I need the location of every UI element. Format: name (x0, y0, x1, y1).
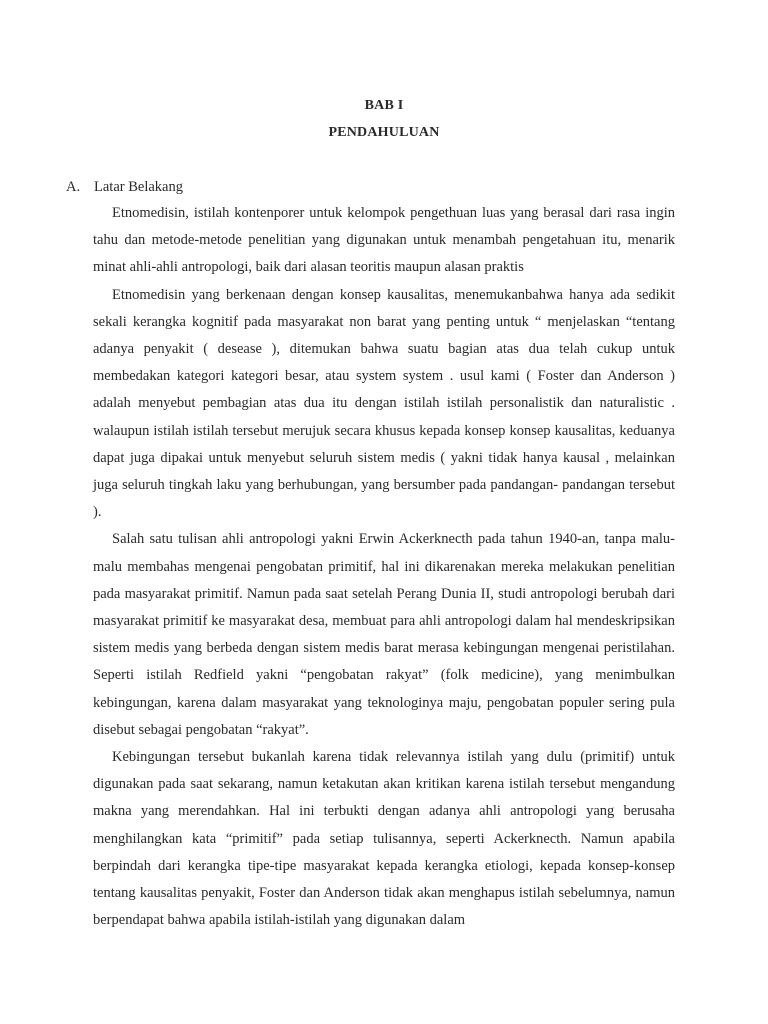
paragraph: Kebingungan tersebut bukanlah karena tidak relevannya istilah yang dulu (primitif) untuk digunakan pada saat sekarang, namun ketakutan akan kritikan karena istilah tersebut mengandung makna yang merendahkan. Hal ini terbukti dengan adanya ahli antropologi yang berusaha menghilangkan kata “primitif” pada setiap tulisannya, seperti Ackerknecth. Namun apabila berpindah dari kerangka tipe-tipe masyarakat kepada kerangka etiologi, kepada konsep-konsep tentang kausalitas penyakit, Foster dan Anderson tidak akan menghapus istilah sebelumnya, namun berpendapat bahwa apabila istilah-istilah yang digunakan dalam (93, 749, 675, 929)
chapter-number: BAB I (364, 98, 404, 113)
paragraph: Etnomedisin yang berkenaan dengan konsep kausalitas, menemukanbahwa hanya ada sedikit sekali kerangka kognitif pada masyarakat non barat yang penting untuk “ menjelaskan “tentang adanya penyakit ( desease ), ditemukan bahwa suatu bagian atas dua telah cukup untuk membedakan kategori kategori besar, atau system system . usul kami ( Foster dan Anderson ) adalah menyebut pembagian atas dua itu dengan istilah istilah personalistik dan naturalistic . walaupun istilah istilah tersebut merujuk secara khusus kepada konsep konsep kausalitas, keduanya dapat juga dipakai untuk menyebut seluruh sistem medis ( yakni tidak hanya kausal , melainkan juga seluruh tingkah laku yang berhubungan, yang bersumber pada pandangan- pandangan tersebut ). (93, 286, 675, 521)
paragraph: Etnomedisin, istilah kontenporer untuk kelompok pengethuan luas yang berasal dari rasa ingin tahu dan metode-metode penelitian yang digunakan untuk menambah pengetahuan itu, menarik minat ahli-ahli antropologi, baik dari alasan teoritis maupun alasan praktis (93, 205, 675, 276)
section-letter: A. (66, 179, 81, 195)
section-heading (66, 179, 183, 196)
section-title: Latar Belakang (94, 179, 183, 195)
paragraph: Salah satu tulisan ahli antropologi yakni Erwin Ackerknecth pada tahun 1940-an, tanpa malu-malu membahas mengenai pengobatan primitif, hal ini dikarenakan mereka melakukan penelitian pada masyarakat primitif. Namun pada saat setelah Perang Dunia II, studi antropologi berubah dari masyarakat primitif ke masyarakat desa, membuat para ahli antropologi dalam hal mendeskripsikan sistem medis yang berbeda dengan sistem medis barat merasa kebingungan mengenai peristilahan. Seperti istilah Redfield yakni “pengobatan rakyat” (folk medicine), yang menimbulkan kebingungan, karena dalam masyarakat yang teknologinya maju, pengobatan populer sering pula disebut sebagai pengobatan “rakyat”. (93, 531, 675, 738)
chapter-title: PENDAHULUAN (328, 125, 440, 140)
body-text (93, 200, 675, 934)
